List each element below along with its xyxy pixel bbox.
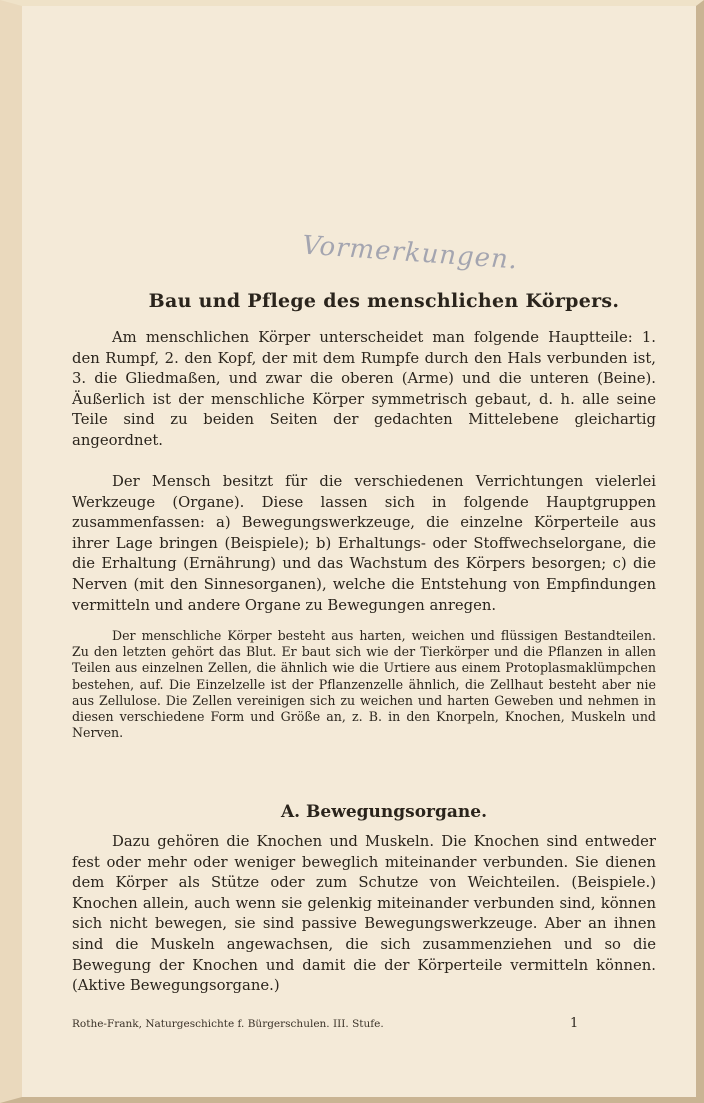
chapter-title: Bau und Pflege des menschlichen Körpers. (148, 290, 620, 312)
paragraph-body-parts: Am menschlichen Körper unterscheidet man folgende Hauptteile: 1. den Rumpf, 2. den Kopf, der mit dem Rumpfe durch den Hals verbunden ist, 3. die Gliedmaßen, und zwar die oberen (Arme) und die unteren (Beine). Äußerlich ist der menschliche Körper symmetrisch gebaut, d. h. alle seine Teile sind zu beiden Seiten der gedachten Mittelebene gleichartig angeordnet. (72, 329, 656, 449)
paragraph-cells: Der menschliche Körper besteht aus harten, weichen und flüssigen Bestandteilen. Zu den letzten gehört das Blut. Er baut sich wie der Tierkörper und die Pflanzen in allen Teilen aus einzelnen Zellen, die ähnlich wie die Urtiere aus einem Protoplasmaklümpchen bestehen, auf. Die Einzelzelle ist der Pflanzenzelle ähnlich, die Zellhaut besteht aber nie aus Zellulose. Die Zellen vereinigen sich zu weichen und harten Geweben und nehmen in diesen verschiedene Form und Größe an, z. B. in den Knorpeln, Knochen, Muskeln und Nerven. (72, 628, 656, 741)
paragraph-organs: Der Mensch besitzt für die verschiedenen Verrichtungen vielerlei Werkzeuge (Organe). Diese lassen sich in folgende Hauptgruppen zusammenfassen: a) Bewegungswerkzeuge, die einzelne Körperteile aus ihrer Lage bringen (Beispiele); b) Erhaltungs- oder Stoffwechselorgane, die die Erhaltung (Ernährung) und das Wachstum des Körpers besorgen; c) die Nerven (mit den Sinnesorganen), welche die Entstehung von Empfindungen vermitteln und andere Organe zu Bewegungen anregen. (72, 473, 656, 614)
page-number: 1 (570, 1016, 579, 1031)
paragraph-movement-organs: Dazu gehören die Knochen und Muskeln. Die Knochen sind entweder fest oder mehr oder weniger beweglich miteinander verbunden. Sie dienen dem Körper als Stütze oder zum Schutze von Weichteilen. (Beispiele.) Knochen allein, auch wenn sie gelenkig miteinander verbunden sind, können sich nicht bewegen, sie sind passive Bewegungswerkzeuge. Aber an ihnen sind die Muskeln angewachsen, die sich zusammenziehen und so die Bewegung der Knochen und damit die der Körperteile vermitteln können. (Aktive Bewegungsorgane.) (72, 833, 656, 995)
section-title: A. Bewegungsorgane. (280, 802, 488, 822)
page-footer: Rothe-Frank, Naturgeschichte f. Bürgerschulen. III. Stufe. (72, 1018, 384, 1030)
handwritten-note: Vormerkungen. (301, 230, 520, 276)
